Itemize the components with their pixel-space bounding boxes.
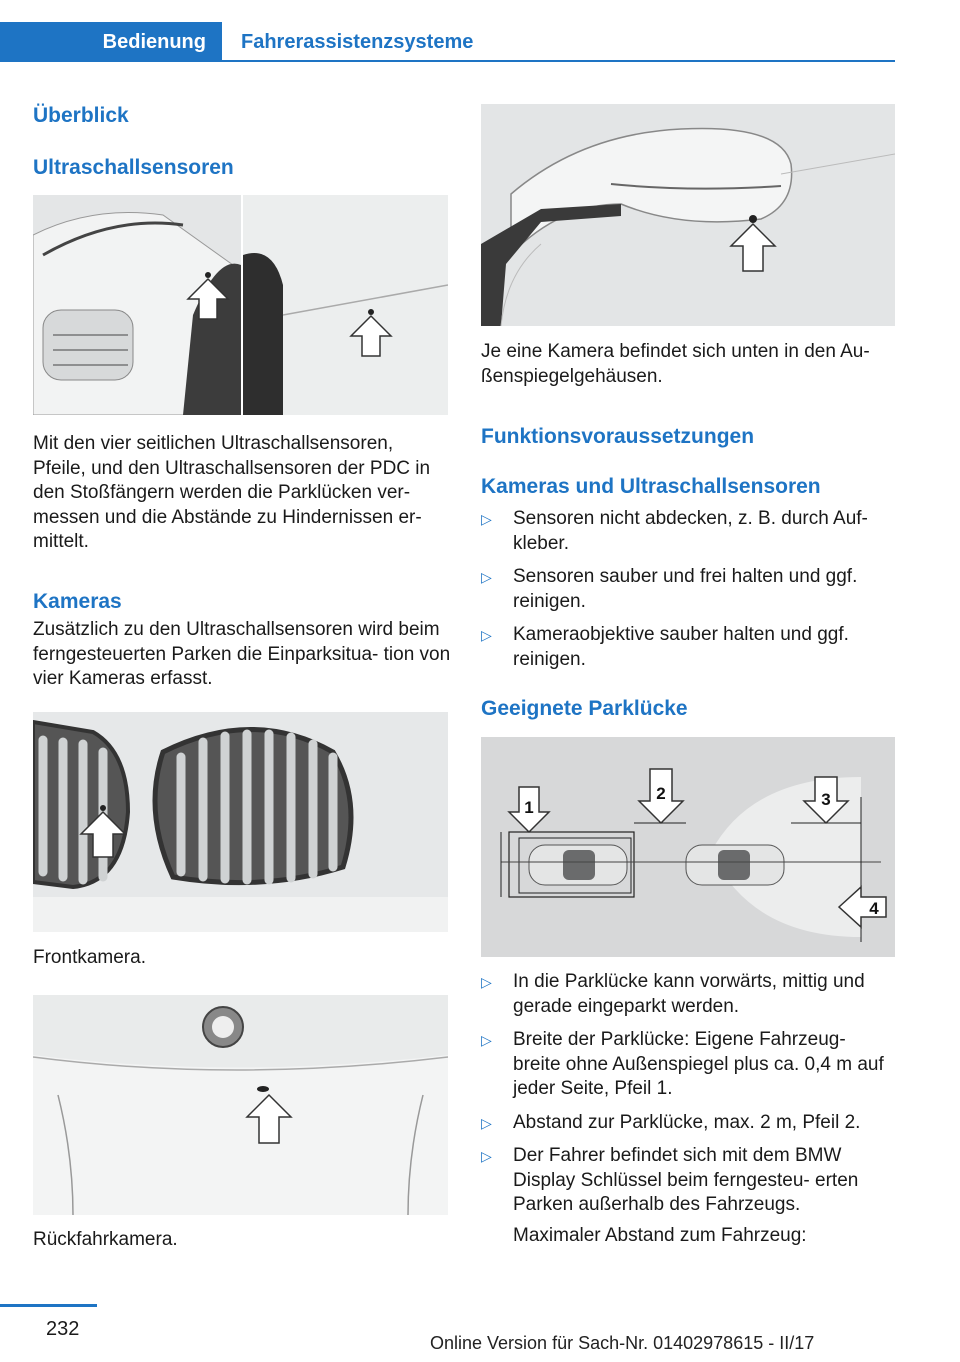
- footer-line: [0, 1304, 97, 1307]
- footer-text: Online Version für Sach-Nr. 01402978615 - II/17: [430, 1333, 815, 1353]
- heading-ultraschallsensoren: Ultraschallsensoren: [33, 156, 234, 179]
- paragraph-cameras: Zusätzlich zu den Ultraschallsensoren wird beim ferngesteuerten Parken die Einparksitua‐ tion von vier Kameras erfasst.: [33, 619, 451, 689]
- heading-geeignete-parkluecke: Geeignete Parklücke: [481, 697, 688, 720]
- figure-parking-space-diagram: [481, 737, 895, 957]
- list-sensor-conditions: [481, 507, 895, 681]
- tab-bedienung[interactable]: Bedienung: [0, 22, 222, 62]
- bullet-triangle-icon: ▷: [481, 974, 492, 990]
- tab-fahrerassistenzsysteme[interactable]: Fahrerassistenzsysteme: [241, 30, 474, 53]
- list-item: ▷ Kameraobjektive sauber halten und ggf. reinigen.: [481, 624, 849, 670]
- bullet-triangle-icon: ▷: [481, 1114, 492, 1131]
- bullet-triangle-icon: ▷: [481, 1032, 492, 1048]
- paragraph-mirror-cameras: Je eine Kamera befindet sich unten in den Au‐ ßenspiegelgehäusen.: [481, 341, 870, 387]
- figure-mirror-camera: [481, 104, 895, 326]
- tab-underline: [222, 60, 895, 62]
- paragraph-max-distance: Maximaler Abstand zum Fahrzeug:: [513, 1225, 807, 1246]
- bullet-triangle-icon: ▷: [481, 569, 492, 585]
- figure-ultrasonic-sensors: [33, 195, 448, 415]
- caption-front-camera: Frontkamera.: [33, 947, 146, 968]
- heading-kameras-und-ultraschallsensoren: Kameras und Ultraschallsensoren: [481, 475, 821, 498]
- diagram-label-2: 2: [656, 784, 666, 803]
- bullet-triangle-icon: ▷: [481, 1148, 492, 1164]
- bullet-triangle-icon: ▷: [481, 511, 492, 527]
- figure-front-camera: [33, 712, 448, 932]
- bullet-triangle-icon: ▷: [481, 627, 492, 643]
- list-item: ▷ Der Fahrer befindet sich mit dem BMW Display Schlüssel beim ferngesteu‐ erten Parken außerhalb des Fahrzeugs.: [481, 1145, 859, 1215]
- diagram-label-3: 3: [821, 790, 831, 809]
- list-item: ▷ Breite der Parklücke: Eigene Fahrzeug‐ breite ohne Außenspiegel plus ca. 0,4 m auf jeder Seite, Pfeil 1.: [481, 1029, 884, 1099]
- list-item: ▷ Sensoren nicht abdecken, z. B. durch Auf‐ kleber.: [481, 508, 868, 554]
- list-item: ▷ Sensoren sauber und frei halten und ggf. reinigen.: [481, 566, 858, 612]
- diagram-label-4: 4: [869, 899, 879, 918]
- heading-funktionsvoraussetzungen: Funktionsvoraussetzungen: [481, 425, 755, 448]
- caption-rear-camera: Rückfahrkamera.: [33, 1229, 178, 1250]
- page-number: 232: [46, 1318, 80, 1340]
- figure-rear-camera: [33, 995, 448, 1215]
- paragraph-ultrasonic: Mit den vier seitlichen Ultraschallsensoren, Pfeile, und den Ultraschallsensoren der PDC in den Stoßfängern werden die Parklücken ver‐ messen und die Abstände zu Hindernissen er‐ mittelt.: [33, 433, 431, 552]
- list-parking-conditions: [481, 970, 895, 1227]
- tab-bar: [0, 22, 895, 62]
- heading-ueberblick: Überblick: [33, 104, 129, 127]
- list-item: ▷ In die Parklücke kann vorwärts, mittig und gerade eingeparkt werden.: [481, 971, 865, 1017]
- list-item: ▷ Abstand zur Parklücke, max. 2 m, Pfeil 2.: [481, 1111, 895, 1136]
- diagram-label-1: 1: [524, 798, 534, 817]
- heading-kameras: Kameras: [33, 590, 122, 613]
